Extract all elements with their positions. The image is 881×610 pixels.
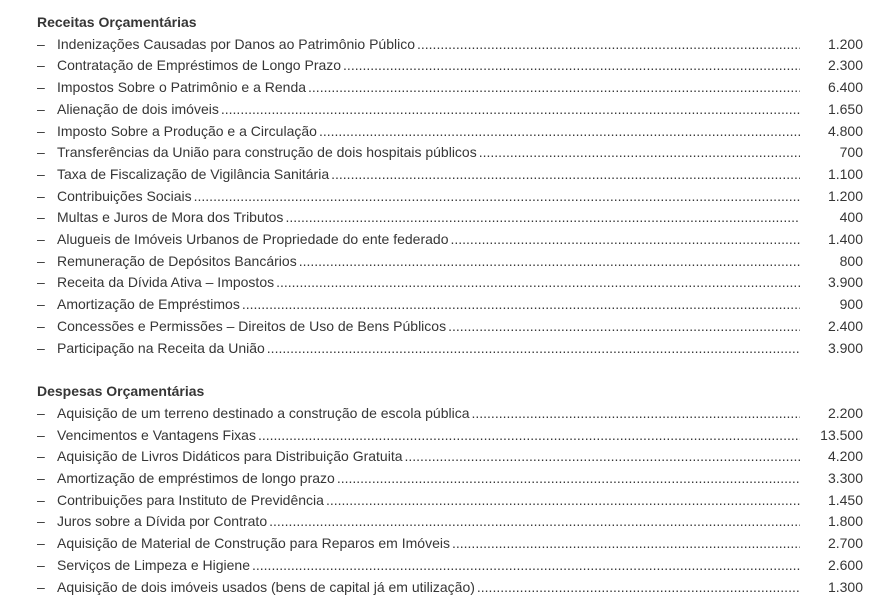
dot-leader [343, 55, 800, 77]
list-item [37, 229, 863, 251]
item-value: 900 [839, 296, 863, 313]
dash-bullet: – [37, 513, 45, 530]
item-label: Contratação de Empréstimos de Longo Prazo [57, 57, 342, 74]
dash-bullet: – [37, 209, 45, 226]
item-value: 2.600 [827, 556, 863, 573]
dash-bullet: – [37, 535, 45, 552]
item-value: 4.800 [827, 122, 863, 139]
dash-bullet: – [37, 317, 45, 334]
item-label: Receita da Dívida Ativa – Impostos [57, 274, 275, 291]
item-value: 1.200 [827, 187, 863, 204]
list-item [37, 77, 863, 99]
dot-leader [452, 533, 800, 555]
dash-bullet: – [37, 404, 45, 421]
dot-leader [242, 294, 800, 316]
dot-leader [285, 207, 800, 229]
list-item [37, 34, 863, 56]
list-item [37, 186, 863, 208]
item-label: Contribuições Sociais [57, 187, 192, 204]
item-label: Concessões e Permissões – Direitos de Uso de Bens Públicos [57, 317, 447, 334]
dot-leader [269, 511, 800, 533]
item-value: 1.200 [827, 35, 863, 52]
item-value: 13.500 [820, 426, 863, 443]
section-title: Receitas Orçamentárias [37, 14, 197, 30]
list-item [37, 425, 863, 447]
dash-bullet: – [37, 470, 45, 487]
dot-leader [252, 555, 800, 577]
item-label: Transferências da União para construção de dois hospitais públicos [57, 144, 477, 161]
item-label: Vencimentos e Vantagens Fixas [57, 426, 256, 443]
list-item [37, 207, 863, 229]
list-item [37, 99, 863, 121]
list-item [37, 468, 863, 490]
item-label: Aquisição de Material de Construção para Reparos em Imóveis [57, 535, 450, 552]
list-item [37, 511, 863, 533]
list-item [37, 338, 863, 360]
item-label: Juros sobre a Dívida por Contrato [57, 513, 268, 530]
item-label: Remuneração de Depósitos Bancários [57, 252, 297, 269]
item-value: 3.300 [827, 470, 863, 487]
dot-leader [308, 77, 800, 99]
item-label: Aquisição de um terreno destinado a construção de escola pública [57, 404, 470, 421]
list-item [37, 164, 863, 186]
dash-bullet: – [37, 252, 45, 269]
dash-bullet: – [37, 448, 45, 465]
dash-bullet: – [37, 122, 45, 139]
list-item [37, 533, 863, 555]
item-value: 1.800 [827, 513, 863, 530]
dash-bullet: – [37, 165, 45, 182]
item-label: Contribuições para Instituto de Previdência [57, 491, 324, 508]
item-label: Taxa de Fiscalização de Vigilância Sanitária [57, 165, 330, 182]
item-value: 2.300 [827, 57, 863, 74]
item-label: Alugueis de Imóveis Urbanos de Propriedade do ente federado [57, 231, 449, 248]
item-value: 800 [839, 252, 863, 269]
item-value: 6.400 [827, 79, 863, 96]
item-label: Alienação de dois imóveis [57, 100, 219, 117]
list-item [37, 555, 863, 577]
item-value: 3.900 [827, 274, 863, 291]
dash-bullet: – [37, 339, 45, 356]
item-value: 400 [839, 209, 863, 226]
item-value: 2.200 [827, 404, 863, 421]
list-item [37, 142, 863, 164]
item-value: 1.650 [827, 100, 863, 117]
item-value: 1.300 [827, 578, 863, 595]
item-label: Imposto Sobre a Produção e a Circulação [57, 122, 317, 139]
dash-bullet: – [37, 426, 45, 443]
section-title: Despesas Orçamentárias [37, 383, 205, 400]
dot-leader [326, 490, 800, 512]
list-item [37, 446, 863, 468]
dash-bullet: – [37, 57, 45, 74]
section-rows [37, 34, 863, 360]
list-item [37, 294, 863, 316]
item-value: 4.200 [827, 448, 863, 465]
dot-leader [448, 316, 800, 338]
dash-bullet: – [37, 187, 45, 204]
item-value: 2.400 [827, 317, 863, 334]
list-item [37, 121, 863, 143]
list-item [37, 316, 863, 338]
dash-bullet: – [37, 35, 45, 52]
list-item [37, 251, 863, 273]
list-item [37, 272, 863, 294]
dot-leader [194, 186, 800, 208]
item-value: 3.900 [827, 339, 863, 356]
dash-bullet: – [37, 144, 45, 161]
section [37, 12, 863, 359]
item-label: Participação na Receita da União [57, 339, 265, 356]
section-rows [37, 403, 863, 598]
dot-leader [331, 164, 800, 186]
dot-leader [299, 251, 800, 273]
dot-leader [267, 338, 800, 360]
dash-bullet: – [37, 274, 45, 291]
dot-leader [450, 229, 800, 251]
list-item [37, 577, 863, 599]
dot-leader [477, 577, 800, 599]
dash-bullet: – [37, 578, 45, 595]
dash-bullet: – [37, 79, 45, 96]
section [37, 381, 863, 598]
item-value: 1.100 [827, 165, 863, 182]
item-value: 1.450 [827, 491, 863, 508]
dot-leader [479, 142, 800, 164]
dash-bullet: – [37, 100, 45, 117]
item-label: Indenizações Causadas por Danos ao Patrimônio Público [57, 35, 415, 52]
dot-leader [417, 34, 800, 56]
dash-bullet: – [37, 231, 45, 248]
item-label: Aquisição de Livros Didáticos para Distribuição Gratuita [57, 448, 403, 465]
dash-bullet: – [37, 491, 45, 508]
dot-leader [221, 99, 800, 121]
dot-leader [337, 468, 800, 490]
dash-bullet: – [37, 296, 45, 313]
item-value: 700 [839, 144, 863, 161]
list-item [37, 55, 863, 77]
item-label: Serviços de Limpeza e Higiene [57, 556, 250, 573]
item-label: Aquisição de dois imóveis usados (bens de capital já em utilização) [57, 578, 475, 595]
dash-bullet: – [37, 556, 45, 573]
dot-leader [405, 446, 801, 468]
list-item [37, 403, 863, 425]
dot-leader [319, 121, 800, 143]
item-label: Amortização de Empréstimos [57, 296, 240, 313]
dot-leader [276, 272, 800, 294]
item-label: Multas e Juros de Mora dos Tributos [57, 209, 284, 226]
item-label: Impostos Sobre o Patrimônio e a Renda [57, 79, 307, 96]
item-value: 2.700 [827, 535, 863, 552]
dot-leader [258, 425, 800, 447]
list-item [37, 490, 863, 512]
item-value: 1.400 [827, 231, 863, 248]
item-label: Amortização de empréstimos de longo prazo [57, 470, 335, 487]
dot-leader [471, 403, 800, 425]
